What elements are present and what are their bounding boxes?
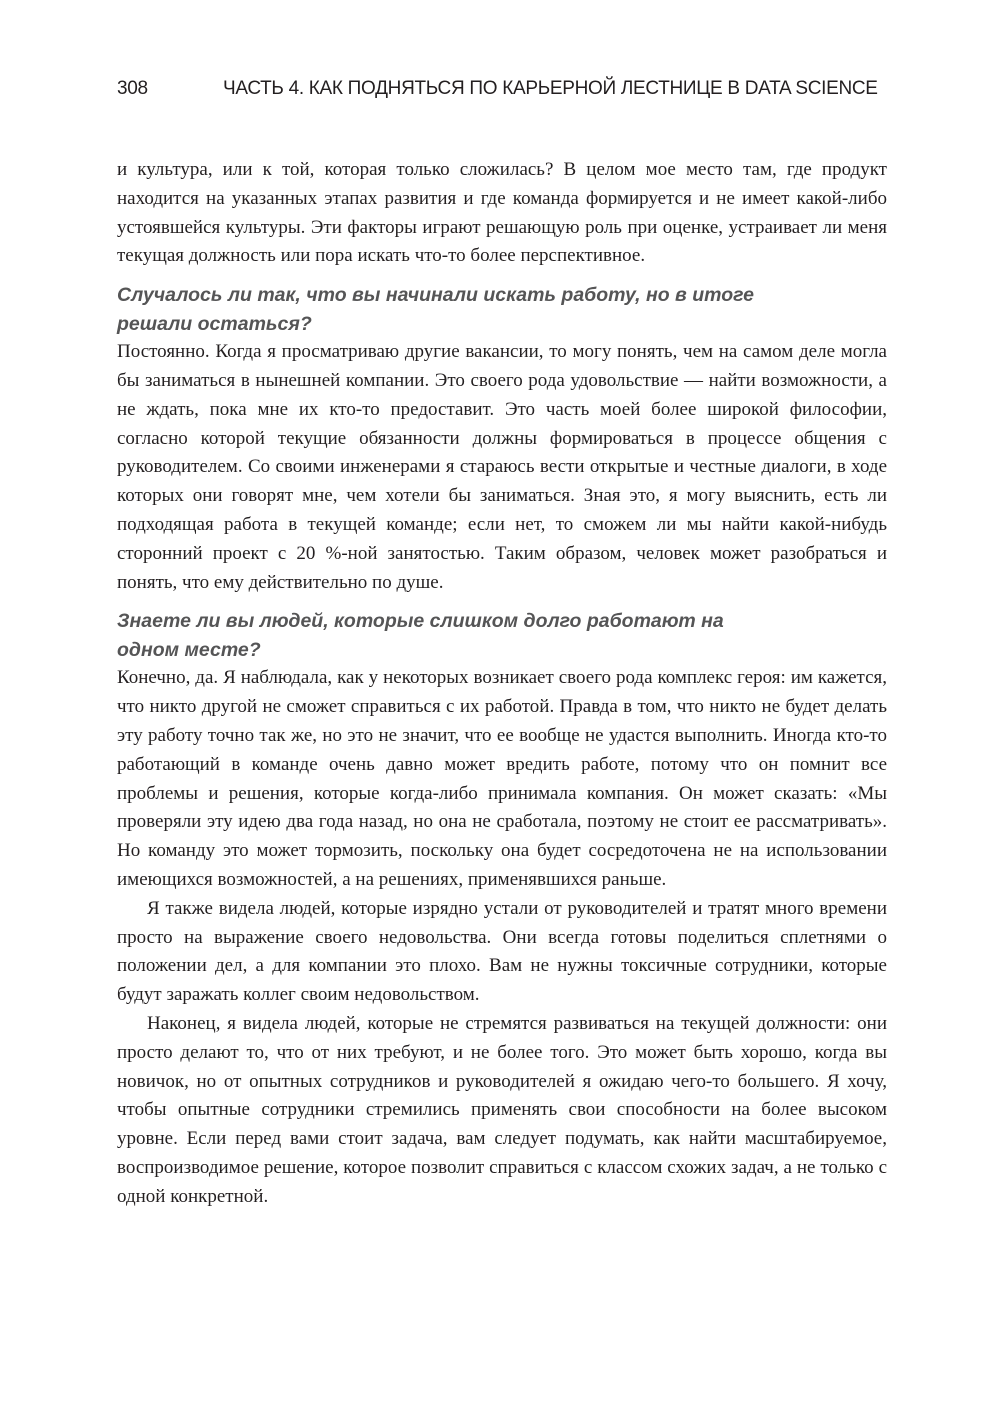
answer-paragraph: Конечно, да. Я наблюдала, как у некоторых возникает своего рода комплекс героя: им кажется, что никто другой не сможет справиться с их работой. Правда в том, что никто не будет делать эту работу точно так же, но это не значит, что ее вообще не удастся выполнить. Иногда кто-то работающий в команде очень давно может вредить работе, потому что он помнит все проблемы и решения, которые когда-либо принимала компания. Он может сказать: «Мы проверяли эту идею два года назад, но она не сработала, поэтому не стоит ее рассматривать». Но команду это может тормозить, поскольку она будет сосредоточена не на использовании имеющихся возможностей, а на решениях, применявшихся раньше. (117, 667, 887, 890)
page-body (117, 156, 887, 1212)
book-page (117, 78, 887, 1212)
interview-question: Случалось ли так, что вы начинали искать работу, но в итоге решали остаться? (117, 284, 754, 335)
answer-paragraph: Постоянно. Когда я просматриваю другие вакансии, то могу понять, чем на самом деле могла бы заниматься в нынешней компании. Это своего рода удовольствие — найти возможности, а не ждать, пока мне их кто-то предоставит. Это часть моей более широкой философии, согласно которой текущие обязанности должны формироваться в процессе общения с руководителем. Со своими инженерами я стараюсь вести открытые и честные диалоги, в ходе которых они говорят мне, чем хотели бы заниматься. Зная это, я могу выяснить, есть ли подходящая работа в текущей команде; если нет, то сможем ли мы найти какой-нибудь сторонний проект с 20 %-ной занятостью. Таким образом, человек может разобраться и понять, что ему действительно по душе. (117, 341, 887, 593)
interview-question: Знаете ли вы людей, которые слишком долго работают на одном месте? (117, 610, 724, 661)
running-head (117, 78, 887, 108)
body-paragraph: и культура, или к той, которая только сложилась? В целом мое место там, где продукт находится на указанных этапах развития и где команда формируется и не имеет какой-либо устоявшейся культуры. Эти факторы играют решающую роль при оценке, устраивает ли меня текущая должность или пора искать что-то более перспективное. (117, 159, 887, 267)
chapter-title: ЧАСТЬ 4. КАК ПОДНЯТЬСЯ ПО КАРЬЕРНОЙ ЛЕСТНИЦЕ В DATA SCIENCE (223, 78, 878, 99)
page-number: 308 (117, 78, 148, 99)
answer-paragraph: Наконец, я видела людей, которые не стремятся развиваться на текущей должности: они просто делают то, что от них требуют, и не более того. Это может быть хорошо, когда вы новичок, но от опытных сотрудников и руководителей я ожидаю чего-то большего. Я хочу, чтобы опытные сотрудники стремились применять свои способности на более высоком уровне. Если перед вами стоит задача, вам следует подумать, как найти масштабируемое, воспроизводимое решение, которое позволит справиться с классом схожих задач, а не только с одной конкретной. (117, 1012, 887, 1207)
answer-paragraph: Я также видела людей, которые изрядно устали от руководителей и тратят много времени просто на выражение своего недовольства. Они всегда готовы поделиться сплетнями о положении дел, а для компании это плохо. Вам не нужны токсичные сотрудники, которые будут заражать коллег своим недовольством. (117, 897, 887, 1006)
